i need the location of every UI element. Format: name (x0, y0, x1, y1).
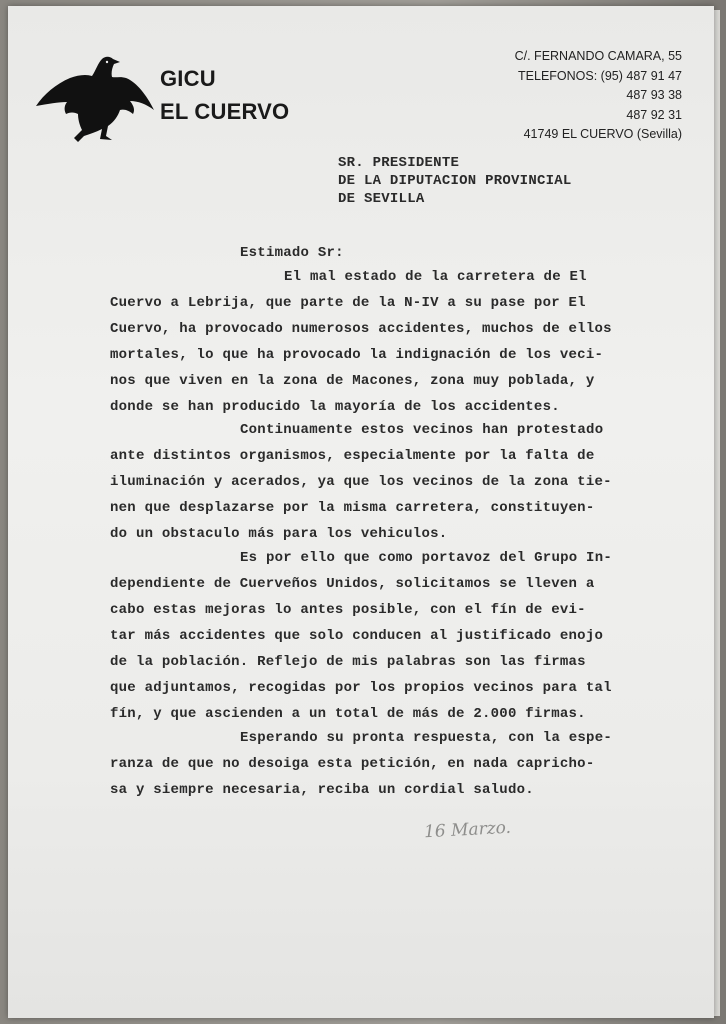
letter-line: nen que desplazarse por la misma carretera, constituyen- (110, 500, 595, 516)
sender-address (515, 47, 682, 145)
letter-line: dependiente de Cuerveños Unidos, solicitamos se lleven a (110, 576, 595, 592)
handwritten-date-note: 16 Marzo. (423, 817, 512, 843)
letter-line: donde se han producido la mayoría de los accidentes. (110, 399, 560, 415)
brand-name-line2: EL CUERVO (160, 99, 290, 124)
letter-line: Cuervo a Lebrija, que parte de la N-IV a su pase por El (110, 295, 586, 311)
letter-line: ante distintos organismos, especialmente por la falta de (110, 448, 595, 464)
letter-line: cabo estas mejoras lo antes posible, con el fín de evi- (110, 602, 586, 618)
letter-line: do un obstaculo más para los vehiculos. (110, 526, 448, 542)
letter-line: tar más accidentes que solo conducen al justificado enojo (110, 628, 604, 644)
address-phone-1: TELEFONOS: (95) 487 91 47 (518, 68, 682, 83)
letter-line: Cuervo, ha provocado numerosos accidentes, muchos de ellos (110, 321, 612, 337)
address-city: 41749 EL CUERVO (Sevilla) (523, 127, 682, 141)
address-phone-2: 487 93 38 (626, 88, 682, 102)
letter-line: fín, y que ascienden a un total de más de 2.000 firmas. (110, 706, 586, 722)
paper-edge (714, 10, 720, 1016)
letter-line: El mal estado de la carretera de El (284, 269, 587, 285)
letter-line: ranza de que no desoiga esta petición, en nada capricho- (110, 756, 595, 772)
address-phone-3: 487 92 31 (626, 107, 682, 122)
address-street: C/. FERNANDO CAMARA, 55 (514, 49, 682, 63)
letter-line: iluminación y acerados, ya que los vecinos de la zona tie- (110, 474, 612, 490)
letter-line: mortales, lo que ha provocado la indignación de los veci- (110, 347, 604, 363)
recipient-line: DE SEVILLA (338, 191, 425, 207)
letter-line: sa y siempre necesaria, reciba un cordial saludo. (110, 782, 534, 798)
salutation: Estimado Sr: (240, 245, 344, 261)
letter-line: que adjuntamos, recogidas por los propios vecinos para tal (110, 680, 612, 696)
recipient-line: SR. PRESIDENTE (338, 155, 460, 171)
crow-logo-icon (34, 54, 156, 144)
letter-line: nos que viven en la zona de Macones, zona muy poblada, y (110, 373, 595, 389)
letter-line: de la población. Reflejo de mis palabras son las firmas (110, 654, 586, 670)
letter-line: Continuamente estos vecinos han protestado (240, 422, 604, 438)
brand-name-line1: GICU (160, 66, 216, 91)
letter-line: Esperando su pronta respuesta, con la espe- (240, 730, 613, 746)
letter-line: Es por ello que como portavoz del Grupo In- (240, 550, 613, 566)
recipient-line: DE LA DIPUTACION PROVINCIAL (338, 173, 572, 189)
